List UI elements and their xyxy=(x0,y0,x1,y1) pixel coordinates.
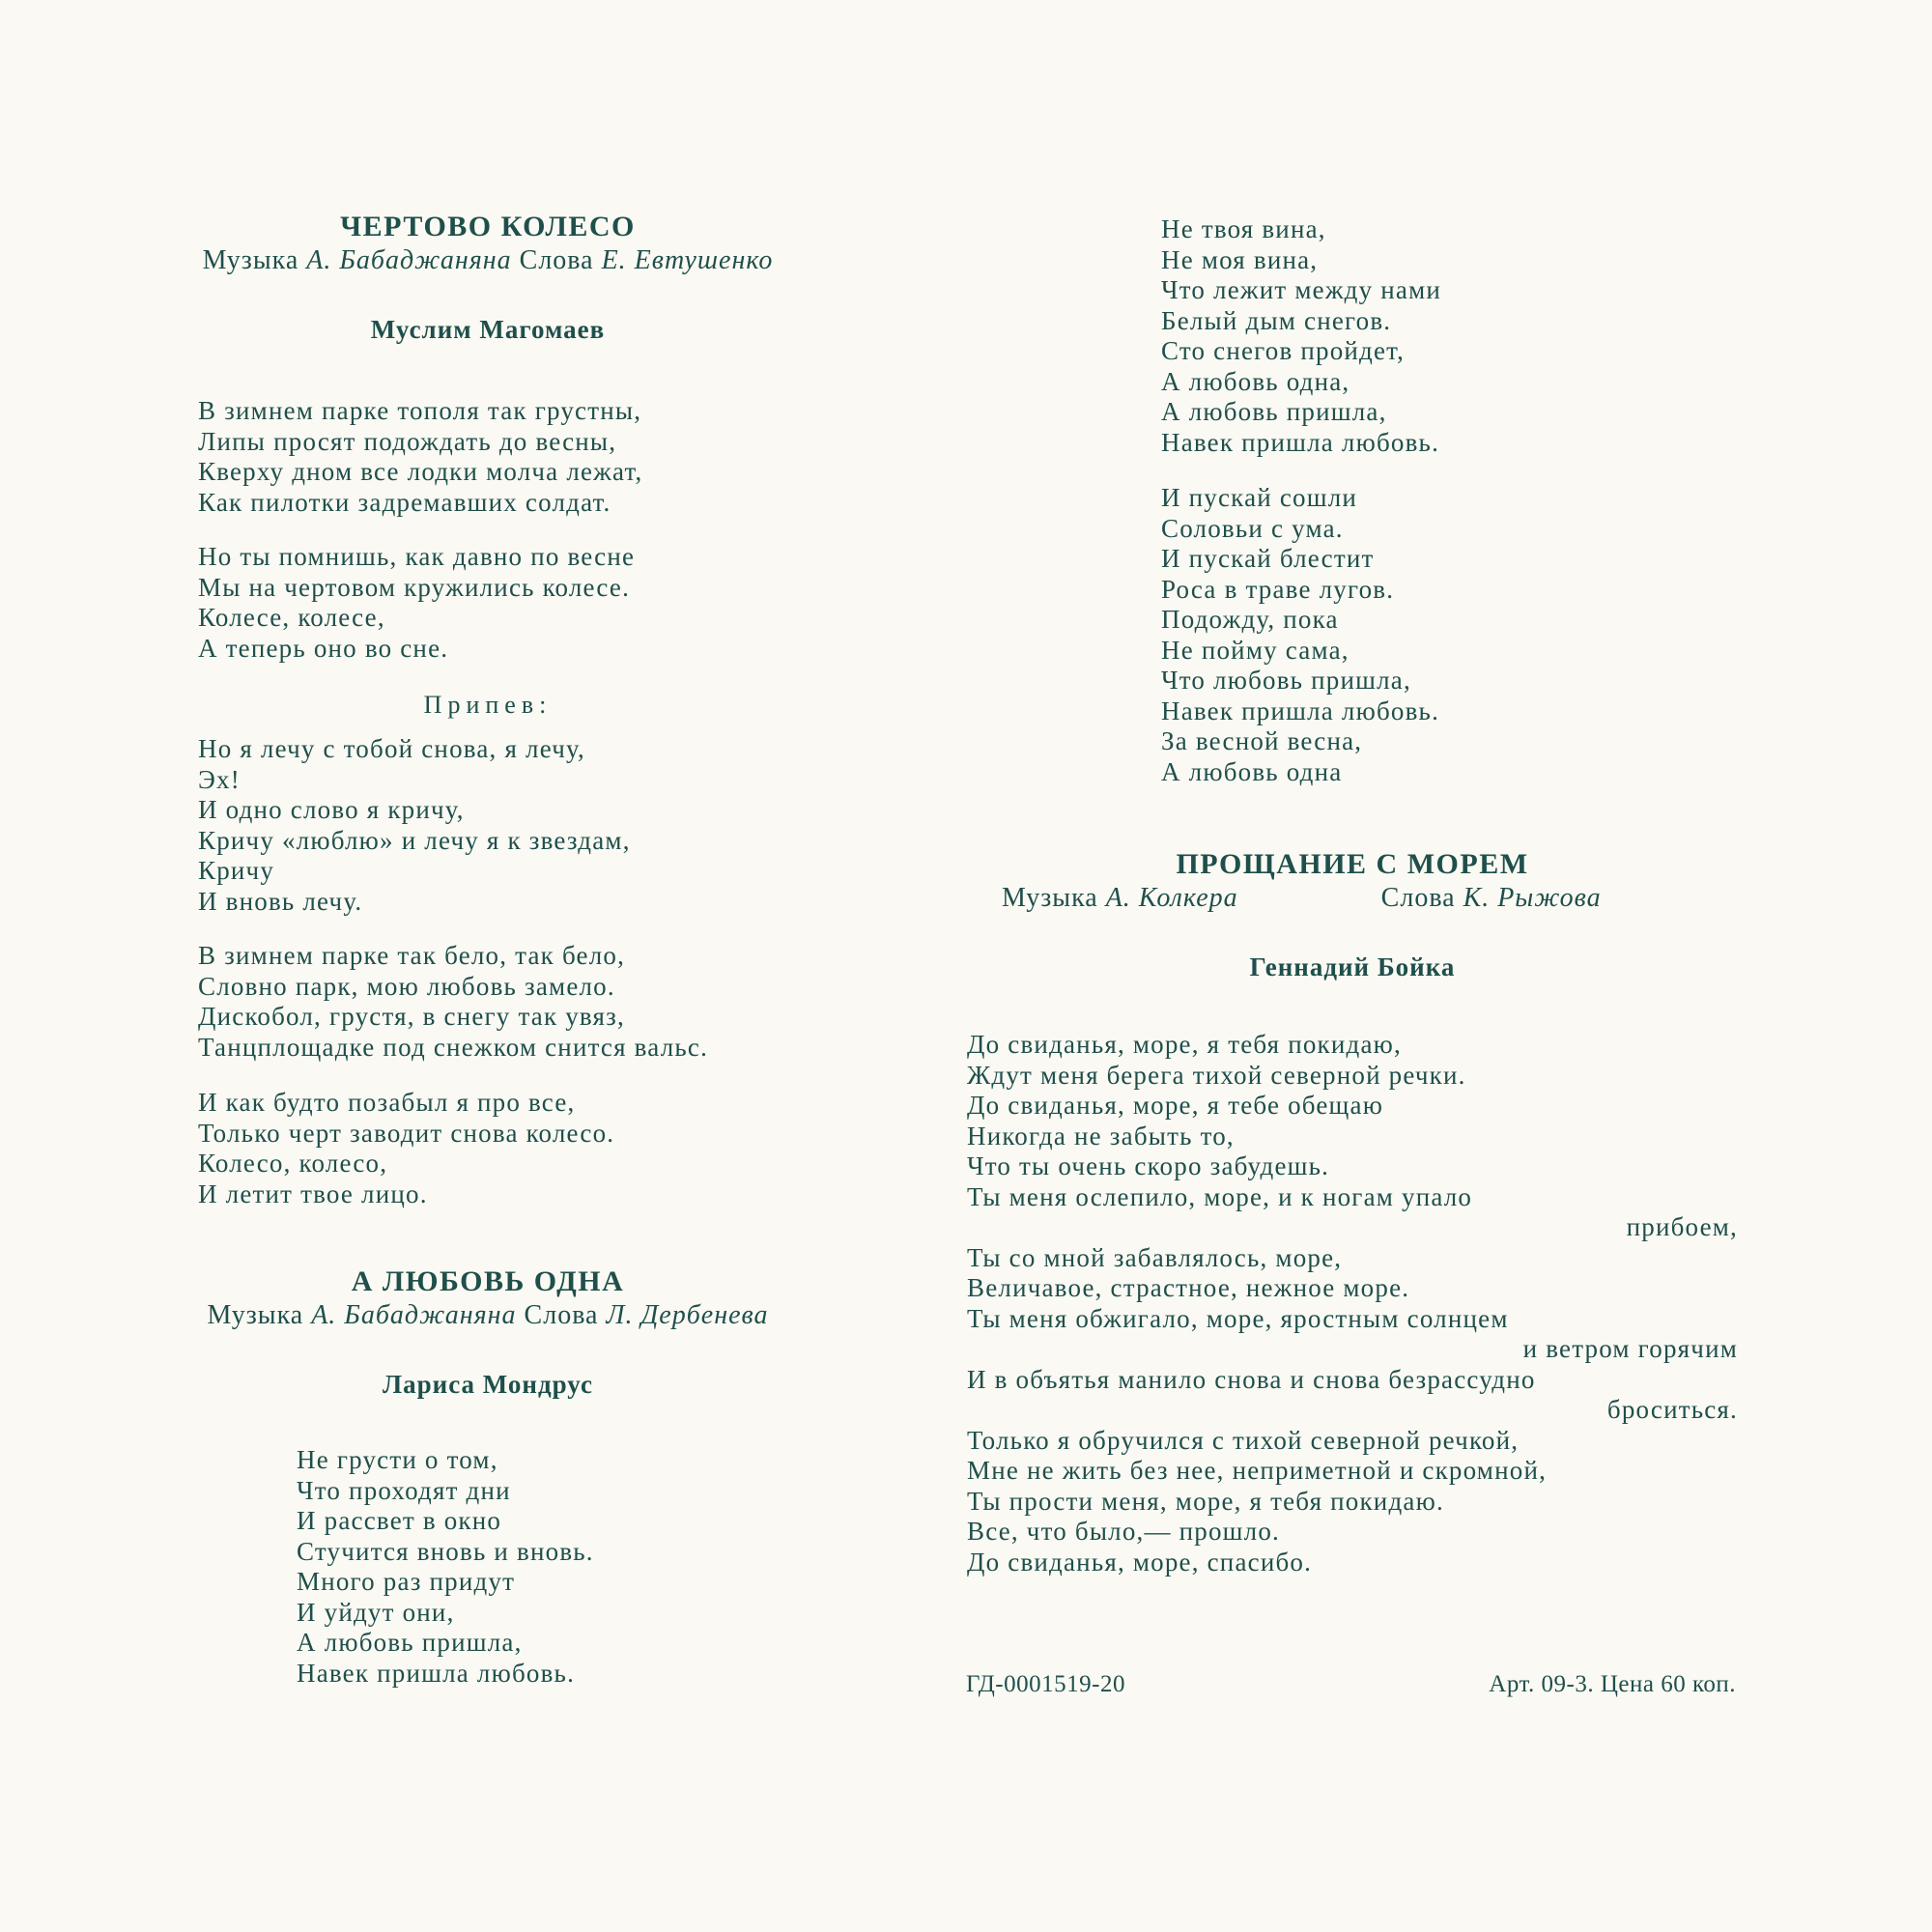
song-title: ПРОЩАНИЕ С МОРЕМ xyxy=(1176,848,1529,880)
lyric-line: Ждут меня берега тихой северной речки. xyxy=(967,1060,1466,1090)
lyric-line-continuation: броситься. xyxy=(1606,1395,1738,1424)
lyric-line: Не моя вина, xyxy=(1161,244,1319,274)
lyric-line: Ты меня ослепило, море, и к ногам упало xyxy=(967,1181,1473,1211)
composer-name: А. Колкера xyxy=(1105,883,1238,913)
lyric-line: Мне не жить без нее, неприметной и скромной, xyxy=(967,1456,1548,1485)
lyric-line: Танцплощадке под снежком снится вальс. xyxy=(198,1032,709,1062)
lyric-line: Навек пришла любовь. xyxy=(297,1658,576,1688)
lyric-line: Что ты очень скоро забудешь. xyxy=(967,1151,1330,1180)
music-label: Музыка xyxy=(207,1300,304,1330)
lyric-line: В зимнем парке так бело, так бело, xyxy=(198,941,626,970)
stanza xyxy=(198,734,631,917)
lyricist-name: Е. Евтушенко xyxy=(601,245,774,275)
words-label: Слова xyxy=(524,1300,599,1330)
lyric-line: А теперь оно во сне. xyxy=(198,633,449,663)
lyric-line: Все, что было,— прошло. xyxy=(967,1517,1280,1546)
lyric-line: Но я лечу с тобой снова, я лечу, xyxy=(198,734,585,763)
lyric-line: Эх! xyxy=(198,764,241,794)
composer-name: А. Бабаджаняна xyxy=(311,1300,517,1330)
stanza xyxy=(1161,483,1439,787)
music-label: Музыка xyxy=(1002,883,1098,913)
lyric-line: До свиданья, море, я тебя покидаю, xyxy=(967,1030,1402,1059)
performer-name: Лариса Мондрус xyxy=(383,1370,593,1399)
lyric-line: Колесо, колесо, xyxy=(198,1149,388,1178)
words-label: Слова xyxy=(1380,883,1456,913)
lyricist-name: Л. Дербенева xyxy=(606,1300,769,1330)
lyricist-name: К. Рыжова xyxy=(1463,883,1602,913)
lyric-line: И уйдут они, xyxy=(297,1597,455,1627)
words-label: Слова xyxy=(519,245,594,275)
lyric-line: Что лежит между нами xyxy=(1161,275,1442,304)
song-a-lyubov-odna-continued xyxy=(1161,214,1567,786)
song-chertovo-koleso xyxy=(126,211,850,1208)
lyric-line-continuation: и ветром горячим xyxy=(1522,1334,1738,1363)
lyric-line: Что любовь пришла, xyxy=(1161,666,1411,695)
lyric-line: Не грусти о том, xyxy=(297,1445,498,1474)
lyric-line: Не пойму сама, xyxy=(1161,635,1350,665)
lyric-line: И летит твое лицо. xyxy=(198,1179,428,1208)
catalog-code: ГД-0001519-20 xyxy=(966,1671,1125,1697)
stanza xyxy=(198,396,642,518)
lyric-line: До свиданья, море, я тебе обещаю xyxy=(967,1091,1384,1120)
lyric-line: И как будто позабыл я про все, xyxy=(198,1088,576,1117)
stanza xyxy=(198,941,708,1063)
performer-name: Геннадий Бойка xyxy=(1249,952,1456,981)
lyric-line: А любовь одна xyxy=(1161,756,1343,786)
lyric-line: Ты меня обжигало, море, яростным солнцем xyxy=(967,1303,1509,1333)
refrain-label: Припев: xyxy=(423,691,553,719)
lyric-line: Ты со мной забавлялось, море, xyxy=(967,1242,1343,1272)
lyric-line: Но ты помнишь, как давно по весне xyxy=(198,542,636,571)
lyric-line: Стучится вновь и вновь. xyxy=(297,1536,594,1566)
stanza xyxy=(1161,214,1567,458)
lyric-line: А любовь одна, xyxy=(1161,366,1350,396)
song-credits xyxy=(126,245,850,276)
lyric-line: И вновь лечу. xyxy=(198,886,363,916)
lyric-line: Ты прости меня, море, я тебя покидаю. xyxy=(967,1486,1444,1516)
lyric-line: Навек пришла любовь. xyxy=(1161,696,1440,725)
lyric-line: Словно парк, мою любовь замело. xyxy=(198,971,615,1001)
price-label: Арт. 09-3. Цена 60 коп. xyxy=(1489,1671,1736,1697)
lyric-line: В зимнем парке тополя так грустны, xyxy=(198,396,642,425)
lyric-line: Подожду, пока xyxy=(1161,605,1339,634)
stanza xyxy=(297,1445,594,1689)
song-a-lyubov-odna xyxy=(126,1265,850,1688)
lyric-line: Кричу xyxy=(198,856,275,885)
lyric-line: Мы на чертовом кружились колесе. xyxy=(198,572,631,602)
lyric-line: Много раз придут xyxy=(297,1567,516,1596)
lyric-line: Кричу «люблю» и лечу я к звездам, xyxy=(198,825,631,855)
lyric-line: Только черт заводит снова колесо. xyxy=(198,1118,615,1148)
lyric-line: Липы просят подождать до весны, xyxy=(198,426,617,456)
lyric-line: Соловьи с ума. xyxy=(1161,513,1344,543)
lyric-line: И в объятья манило снова и снова безрассудно xyxy=(967,1364,1536,1394)
composer-name: А. Бабаджаняна xyxy=(306,245,512,275)
lyric-line: И пускай блестит xyxy=(1161,544,1375,573)
music-label: Музыка xyxy=(202,245,299,275)
song-credits xyxy=(966,883,1739,914)
lyric-line: Никогда не забыть то, xyxy=(967,1121,1235,1151)
lyric-line: А любовь пришла, xyxy=(297,1628,523,1657)
song-title: ЧЕРТОВО КОЛЕСО xyxy=(340,211,636,242)
lyric-line: Как пилотки задремавших солдат. xyxy=(198,487,611,517)
lyric-line: И рассвет в окно xyxy=(297,1506,502,1535)
lyric-line: Дискобол, грустя, в снегу так увяз, xyxy=(198,1002,625,1031)
song-title: А ЛЮБОВЬ ОДНА xyxy=(351,1265,625,1297)
song-proshchanie-s-morem xyxy=(966,848,1739,1577)
lyric-line: И пускай сошли xyxy=(1161,483,1358,512)
lyric-line: И одно слово я кричу, xyxy=(198,795,465,824)
lyric-line: Сто снегов пройдет, xyxy=(1161,336,1406,365)
stanza xyxy=(198,542,635,664)
lyric-line-continuation: прибоем, xyxy=(1626,1212,1738,1241)
lyric-line: До свиданья, море, спасибо. xyxy=(967,1547,1313,1577)
lyric-line: За весной весна, xyxy=(1161,726,1363,755)
lyric-line: А любовь пришла, xyxy=(1161,397,1387,426)
performer-name: Муслим Магомаев xyxy=(370,315,606,344)
song-credits xyxy=(126,1300,850,1331)
lyric-line: Колесе, колесе, xyxy=(198,603,385,632)
lyric-line: Не твоя вина, xyxy=(1161,214,1326,243)
lyric-line: Только я обручился с тихой северной речкой, xyxy=(967,1425,1520,1455)
lyric-line: Кверху дном все лодки молча лежат, xyxy=(198,457,643,486)
lyric-line: Навек пришла любовь. xyxy=(1161,427,1440,457)
lyric-line: Белый дым снегов. xyxy=(1161,305,1392,335)
lyric-line: Что проходят дни xyxy=(297,1475,511,1505)
stanza xyxy=(198,1088,614,1209)
lyric-line: Величавое, страстное, нежное море. xyxy=(967,1273,1410,1302)
lyric-line: Роса в траве лугов. xyxy=(1161,574,1395,604)
stanza xyxy=(967,1030,1738,1577)
